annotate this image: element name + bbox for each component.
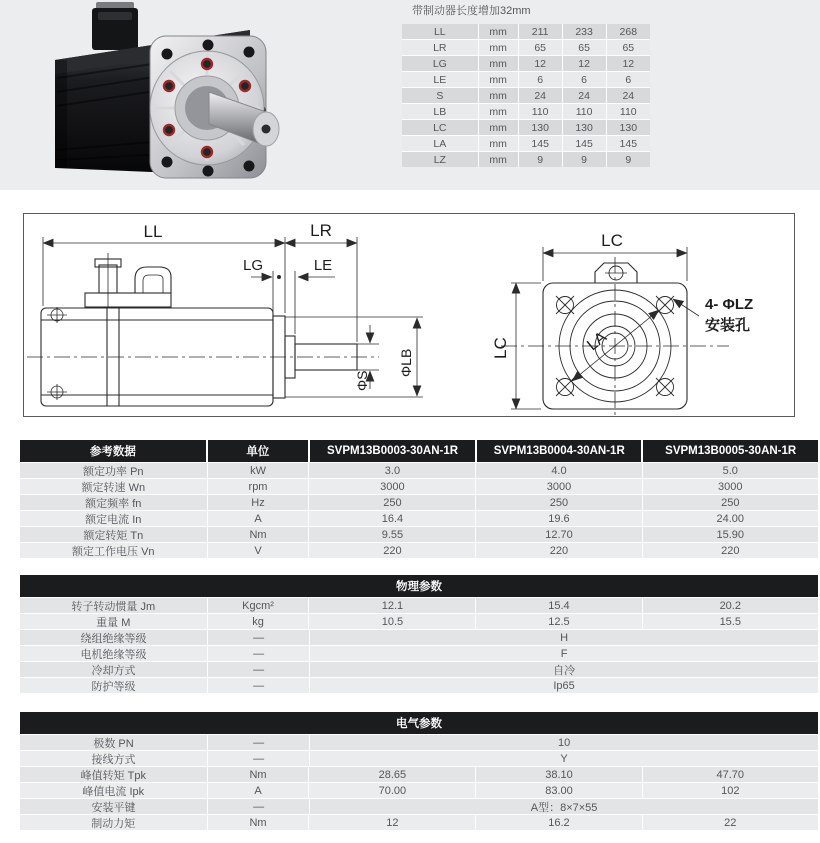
dim-value: 9 [519, 152, 562, 167]
dim-unit: mm [479, 56, 518, 71]
dim-value: 268 [607, 24, 650, 39]
spec-value: 28.65 [309, 767, 475, 782]
spec-value: 22 [643, 815, 818, 830]
dim-param: LL [402, 24, 478, 39]
dim-value: 9 [563, 152, 606, 167]
dim-param: LG [402, 56, 478, 71]
spec-value: 24.00 [643, 511, 818, 526]
dim-param: LC [402, 120, 478, 135]
spec-label: 转子转动惯量 Jm [20, 598, 207, 613]
dim-param: LB [402, 104, 478, 119]
spec-label: 接线方式 [20, 751, 207, 766]
spec-label: 额定频率 fn [20, 495, 207, 510]
spec-unit: A [208, 511, 309, 526]
spec-row [20, 662, 818, 677]
spec-label: 额定工作电压 Vn [20, 543, 207, 558]
spec-row [20, 614, 818, 629]
spec-value: 19.6 [476, 511, 641, 526]
spec-unit: — [208, 751, 309, 766]
spec-value: 16.2 [476, 815, 641, 830]
spec-value: 15.5 [643, 614, 818, 629]
spec-row [20, 495, 818, 510]
spec-row [20, 630, 818, 645]
label-phi-s: ΦS [354, 370, 370, 391]
spec-value: 10.5 [309, 614, 475, 629]
spec-merged-value: Y [310, 751, 818, 766]
spec-header-cell: 单位 [208, 440, 308, 462]
spec-value: 4.0 [476, 463, 641, 478]
spec-unit: Nm [208, 815, 309, 830]
spec-merged-value: H [310, 630, 818, 645]
dim-unit: mm [479, 72, 518, 87]
spec-table [20, 712, 818, 830]
spec-merged-value: 自冷 [310, 662, 818, 677]
dim-unit: mm [479, 136, 518, 151]
spec-table-header [20, 712, 818, 734]
spec-table [20, 440, 818, 558]
dim-value: 12 [563, 56, 606, 71]
spec-label: 重量 M [20, 614, 207, 629]
label-phi-lb: ΦLB [398, 348, 414, 377]
dim-unit: mm [479, 88, 518, 103]
spec-unit: — [208, 678, 309, 693]
spec-label: 冷却方式 [20, 662, 207, 677]
dim-row [402, 152, 650, 167]
spec-value: 3000 [643, 479, 818, 494]
spec-label: 额定转矩 Tn [20, 527, 207, 542]
spec-value: 12.5 [476, 614, 641, 629]
spec-row [20, 598, 818, 613]
spec-label: 峰值电流 Ipk [20, 783, 207, 798]
spec-unit: Nm [208, 527, 309, 542]
spec-row [20, 543, 818, 558]
dim-value: 110 [607, 104, 650, 119]
spec-table-header [20, 575, 818, 597]
dim-value: 65 [519, 40, 562, 55]
spec-value: 220 [476, 543, 641, 558]
label-mount-holes-2: 安装孔 [705, 317, 751, 334]
dim-value: 145 [563, 136, 606, 151]
spec-unit: rpm [208, 479, 309, 494]
spec-header-cell: SVPM13B0005-30AN-1R [643, 440, 818, 462]
dimension-table [402, 24, 650, 167]
spec-label: 极数 PN [20, 735, 207, 750]
motor-connector [92, 2, 138, 50]
spec-merged-value: Ip65 [310, 678, 818, 693]
drawing-border [24, 214, 795, 417]
spec-unit: — [208, 646, 309, 661]
label-lc-left: LC [491, 337, 510, 359]
dim-row [402, 56, 650, 71]
spec-value: 5.0 [643, 463, 818, 478]
spec-value: 70.00 [309, 783, 475, 798]
spec-row [20, 463, 818, 478]
dim-value: 130 [607, 120, 650, 135]
spec-row [20, 767, 818, 782]
spec-unit: V [208, 543, 309, 558]
dim-unit: mm [479, 152, 518, 167]
dim-value: 12 [519, 56, 562, 71]
dim-value: 65 [563, 40, 606, 55]
spec-value: 20.2 [643, 598, 818, 613]
brake-note: 带制动器长度增加32mm [412, 5, 531, 17]
spec-row [20, 479, 818, 494]
spec-value: 9.55 [309, 527, 475, 542]
spec-row [20, 527, 818, 542]
dim-unit: mm [479, 120, 518, 135]
dim-value: 24 [519, 88, 562, 103]
spec-value: 3.0 [309, 463, 475, 478]
spec-label: 电机绝缘等级 [20, 646, 207, 661]
dim-value: 145 [519, 136, 562, 151]
spec-unit: Nm [208, 767, 309, 782]
spec-label: 额定电流 In [20, 511, 207, 526]
spec-row [20, 815, 818, 830]
dim-row [402, 104, 650, 119]
dim-row [402, 136, 650, 151]
spec-unit: kW [208, 463, 309, 478]
spec-unit: kg [208, 614, 309, 629]
dim-unit: mm [479, 104, 518, 119]
spec-label: 安装平键 [20, 799, 207, 814]
spec-unit: Kgcm² [208, 598, 309, 613]
spec-header-cell: SVPM13B0003-30AN-1R [310, 440, 475, 462]
spec-unit: Hz [208, 495, 309, 510]
dim-value: 6 [519, 72, 562, 87]
dim-value: 65 [607, 40, 650, 55]
dim-value: 12 [607, 56, 650, 71]
spec-value: 16.4 [309, 511, 475, 526]
dim-value: 130 [563, 120, 606, 135]
label-lg: LG [242, 257, 264, 274]
spec-label: 峰值转矩 Tpk [20, 767, 207, 782]
dim-row [402, 88, 650, 103]
dim-value: 6 [563, 72, 606, 87]
technical-drawing [23, 213, 795, 417]
spec-table-title: 物理参数 [396, 581, 442, 593]
spec-value: 12 [309, 815, 475, 830]
spec-value: 83.00 [476, 783, 641, 798]
label-lc-top: LC [601, 231, 623, 250]
dim-value: 24 [607, 88, 650, 103]
dim-unit: mm [479, 24, 518, 39]
spec-value: 12.1 [309, 598, 475, 613]
spec-value: 220 [643, 543, 818, 558]
spec-value: 3000 [476, 479, 641, 494]
spec-value: 15.4 [476, 598, 641, 613]
dim-param: LA [402, 136, 478, 151]
spec-row [20, 783, 818, 798]
spec-row [20, 646, 818, 661]
spec-value: 3000 [309, 479, 475, 494]
dim-param: LR [402, 40, 478, 55]
dim-row [402, 40, 650, 55]
dim-value: 110 [519, 104, 562, 119]
spec-header-cell: 参考数据 [20, 440, 206, 462]
spec-unit: A [208, 783, 309, 798]
label-mount-holes-1: 4- ΦLZ [705, 296, 754, 313]
dim-value: 6 [607, 72, 650, 87]
label-lr: LR [310, 221, 332, 240]
spec-row [20, 511, 818, 526]
dim-row [402, 120, 650, 135]
dim-value: 24 [563, 88, 606, 103]
spec-value: 12.70 [476, 527, 641, 542]
spec-table [20, 575, 818, 693]
spec-label: 防护等级 [20, 678, 207, 693]
dim-param: S [402, 88, 478, 103]
spec-row [20, 751, 818, 766]
spec-value: 15.90 [643, 527, 818, 542]
spec-value: 102 [643, 783, 818, 798]
motor-photo [0, 0, 395, 190]
dim-value: 211 [519, 24, 562, 39]
dim-value: 130 [519, 120, 562, 135]
spec-unit: — [208, 662, 309, 677]
spec-value: 250 [476, 495, 641, 510]
spec-table-title: 电气参数 [396, 718, 442, 730]
spec-merged-value: A型：8×7×55 [310, 799, 818, 814]
spec-label: 额定转速 Wn [20, 479, 207, 494]
spec-row [20, 799, 818, 814]
dim-value: 9 [607, 152, 650, 167]
dim-param: LE [402, 72, 478, 87]
spec-value: 250 [309, 495, 475, 510]
dim-value: 233 [563, 24, 606, 39]
spec-merged-value: 10 [310, 735, 818, 750]
spec-label: 制动力矩 [20, 815, 207, 830]
spec-row [20, 678, 818, 693]
label-le: LE [313, 257, 333, 274]
spec-value: 47.70 [643, 767, 818, 782]
spec-value: 220 [309, 543, 475, 558]
label-la: LA [584, 328, 611, 355]
dim-row [402, 24, 650, 39]
spec-table-header [20, 440, 818, 462]
spec-merged-value: F [310, 646, 818, 661]
dim-unit: mm [479, 40, 518, 55]
spec-unit: — [208, 799, 309, 814]
dimension-panel [402, 5, 650, 168]
dim-value: 110 [563, 104, 606, 119]
spec-label: 额定功率 Pn [20, 463, 207, 478]
dim-value: 145 [607, 136, 650, 151]
spec-unit: — [208, 735, 309, 750]
spec-label: 绕组绝缘等级 [20, 630, 207, 645]
label-ll: LL [143, 222, 163, 241]
spec-value: 250 [643, 495, 818, 510]
spec-row [20, 735, 818, 750]
dim-row [402, 72, 650, 87]
spec-header-cell: SVPM13B0004-30AN-1R [477, 440, 641, 462]
spec-unit: — [208, 630, 309, 645]
dim-param: LZ [402, 152, 478, 167]
spec-value: 38.10 [476, 767, 641, 782]
